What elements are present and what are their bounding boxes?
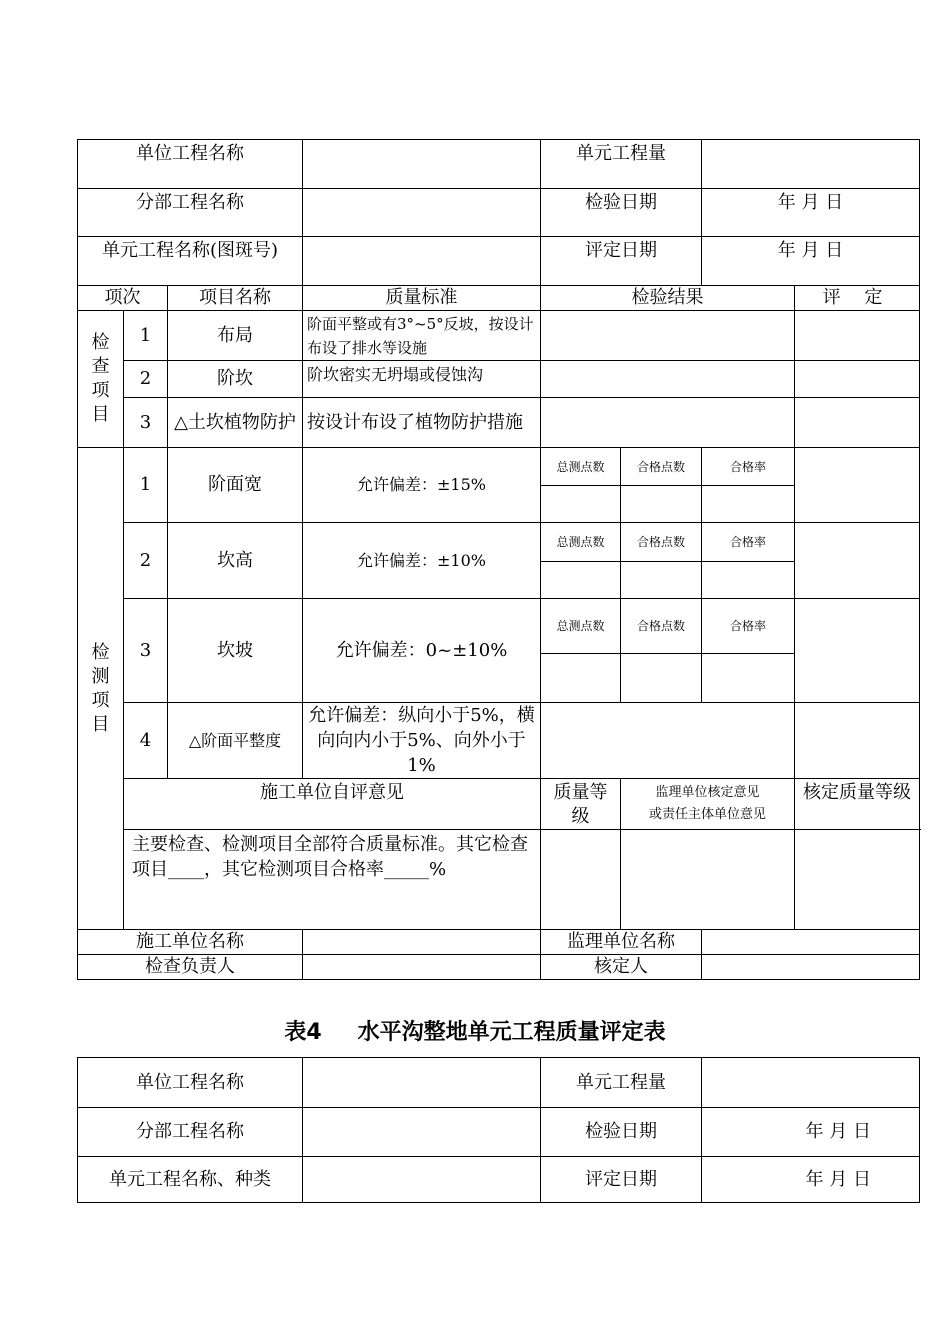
check-item-std: 阶坎密实无坍塌或侵蚀沟 [303, 361, 541, 398]
pass-rate-value[interactable] [702, 654, 795, 703]
test-item-std: 允许偏差：纵向小于5%，横向向内小于5%、向外小于1% [303, 703, 541, 779]
verifier-value[interactable] [702, 955, 920, 980]
test-item-name: 坎坡 [168, 599, 303, 703]
supervisor-name-label: 监理单位名称 [541, 930, 702, 955]
evaluation-date-value[interactable]: 年 月 日 [702, 1157, 920, 1203]
check-item-no: 1 [124, 311, 168, 361]
total-points-value[interactable] [541, 654, 621, 703]
unit-project-name-value[interactable] [303, 140, 541, 189]
test-item-name: 阶面宽 [168, 448, 303, 523]
test-group-label: 检测项目 [78, 448, 124, 930]
division-project-name-value[interactable] [303, 1108, 541, 1157]
verified-grade-value[interactable] [795, 830, 920, 930]
inspection-date-value[interactable]: 年 月 日 [702, 1108, 920, 1157]
terrace-quality-table [77, 139, 920, 980]
inspection-date-label: 检验日期 [541, 1108, 702, 1157]
check-item-no: 2 [124, 361, 168, 398]
verified-grade-label: 核定质量等级 [795, 779, 920, 830]
check-item-rating[interactable] [795, 361, 920, 398]
evaluation-date-label: 评定日期 [541, 1157, 702, 1203]
test-item-no: 3 [124, 599, 168, 703]
supervisor-name-value[interactable] [702, 930, 920, 955]
check-item-no: 3 [124, 398, 168, 448]
check-item-result[interactable] [541, 311, 795, 361]
check-item-rating[interactable] [795, 311, 920, 361]
check-item-name: 阶坎 [168, 361, 303, 398]
element-name-value[interactable] [303, 237, 541, 286]
unit-element-quantity-value[interactable] [702, 1058, 920, 1108]
pass-rate-value[interactable] [702, 562, 795, 599]
pass-rate-value[interactable] [702, 486, 795, 523]
check-group-label: 检查项目 [78, 311, 124, 448]
evaluation-date-label: 评定日期 [541, 237, 702, 286]
check-item-std: 按设计布设了植物防护措施 [303, 398, 541, 448]
test-item-no: 4 [124, 703, 168, 779]
quality-grade-value[interactable] [541, 830, 621, 930]
inspector-value[interactable] [303, 955, 541, 980]
sub-pass-rate: 合格率 [702, 448, 795, 486]
pass-points-value[interactable] [621, 486, 702, 523]
pass-points-value[interactable] [621, 562, 702, 599]
unit-element-quantity-label: 单元工程量 [541, 140, 702, 189]
test-item-rating[interactable] [795, 448, 920, 523]
division-project-name-label: 分部工程名称 [78, 1108, 303, 1157]
sub-pass-points: 合格点数 [621, 599, 702, 654]
element-name-label: 单元工程名称(图斑号) [78, 237, 303, 286]
sub-total-points: 总测点数 [541, 448, 621, 486]
col-quality-std: 质量标准 [303, 286, 541, 311]
sub-total-points: 总测点数 [541, 523, 621, 562]
supervisor-opinion-value[interactable] [621, 830, 795, 930]
check-item-name: 布局 [168, 311, 303, 361]
table-title [0, 1015, 950, 1046]
unit-project-name-label: 单位工程名称 [78, 140, 303, 189]
test-item-result[interactable] [541, 703, 795, 779]
sub-pass-rate: 合格率 [702, 599, 795, 654]
test-item-std: 允许偏差：±15% [303, 448, 541, 523]
element-name-type-value[interactable] [303, 1157, 541, 1203]
table-number: 表4 [284, 1020, 322, 1045]
pass-points-value[interactable] [621, 654, 702, 703]
evaluation-date-value[interactable]: 年 月 日 [702, 237, 920, 286]
sub-pass-points: 合格点数 [621, 448, 702, 486]
inspection-date-value[interactable]: 年 月 日 [702, 189, 920, 237]
sub-total-points: 总测点数 [541, 599, 621, 654]
inspector-label: 检查负责人 [78, 955, 303, 980]
unit-project-name-label: 单位工程名称 [78, 1058, 303, 1108]
col-item-no: 项次 [78, 286, 168, 311]
check-item-name: △土坎植物防护 [168, 398, 303, 448]
division-project-name-value[interactable] [303, 189, 541, 237]
inspection-date-label: 检验日期 [541, 189, 702, 237]
ditch-quality-table [77, 1057, 920, 1203]
supervisor-opinion-label: 监理单位核定意见 或责任主体单位意见 [621, 779, 795, 830]
verifier-label: 核定人 [541, 955, 702, 980]
division-project-name-label: 分部工程名称 [78, 189, 303, 237]
test-item-name: 坎高 [168, 523, 303, 599]
sub-pass-rate: 合格率 [702, 523, 795, 562]
check-item-std: 阶面平整或有3°~5°反坡，按设计布设了排水等设施 [303, 311, 541, 361]
test-item-std: 允许偏差：±10% [303, 523, 541, 599]
unit-project-name-value[interactable] [303, 1058, 541, 1108]
unit-element-quantity-value[interactable] [702, 140, 920, 189]
self-eval-text: 主要检查、检测项目全部符合质量标准。其它检查项目____，其它检测项目合格率_____% [124, 830, 541, 930]
test-item-std: 允许偏差：0~±10% [303, 599, 541, 703]
check-item-result[interactable] [541, 361, 795, 398]
check-item-result[interactable] [541, 398, 795, 448]
test-item-no: 2 [124, 523, 168, 599]
table-title-text: 水平沟整地单元工程质量评定表 [357, 1020, 666, 1045]
col-rating: 评 定 [795, 286, 920, 311]
unit-element-quantity-label: 单元工程量 [541, 1058, 702, 1108]
total-points-value[interactable] [541, 486, 621, 523]
test-item-no: 1 [124, 448, 168, 523]
test-item-name: △阶面平整度 [168, 703, 303, 779]
test-item-rating[interactable] [795, 703, 920, 779]
contractor-name-value[interactable] [303, 930, 541, 955]
total-points-value[interactable] [541, 562, 621, 599]
test-item-rating[interactable] [795, 523, 920, 599]
test-item-rating[interactable] [795, 599, 920, 703]
sub-pass-points: 合格点数 [621, 523, 702, 562]
col-item-name: 项目名称 [168, 286, 303, 311]
self-eval-opinion-label: 施工单位自评意见 [124, 779, 541, 830]
col-inspection-result: 检验结果 [541, 286, 795, 311]
quality-grade-label: 质量等级 [541, 779, 621, 830]
check-item-rating[interactable] [795, 398, 920, 448]
element-name-type-label: 单元工程名称、种类 [78, 1157, 303, 1203]
contractor-name-label: 施工单位名称 [78, 930, 303, 955]
